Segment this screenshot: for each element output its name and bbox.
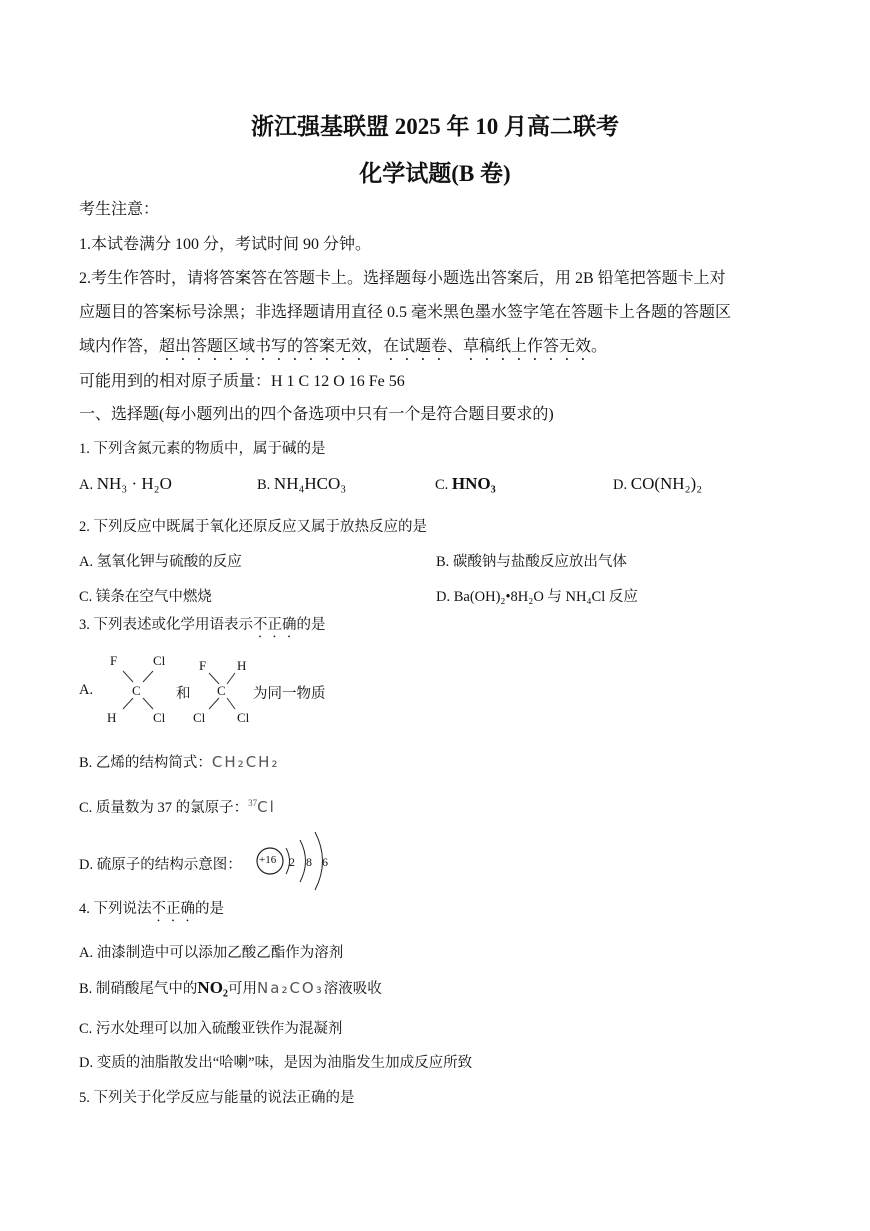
option-formula: CH₂CH₂ — [211, 753, 280, 771]
molecule-2-atom-top-left: F — [199, 658, 207, 673]
electron-shell-2 — [300, 840, 306, 882]
stem-text-end: 的是 — [195, 901, 224, 917]
mass-number: 37 — [248, 798, 258, 809]
option-text: C. 质量数为 37 的氯原子： — [79, 800, 249, 816]
question-3-option-a-label: A. — [79, 682, 94, 698]
stem-emphasis: 不正确 — [253, 617, 297, 633]
nucleus-charge: +16 — [259, 854, 277, 866]
option-label: C. — [435, 477, 449, 493]
option-text: B. 制硝酸尾气中的 — [79, 981, 198, 997]
notice-item-2-line-2: 应题目的答案标号涂黑；非选择题请用直径 0.5 毫米黑色墨水签字笔在答题卡上各题的答题区 — [79, 304, 732, 321]
option-label: B. — [257, 477, 271, 493]
question-2-option-a: A. 氢氧化钾与硫酸的反应 — [79, 554, 242, 570]
stem-text: 4. 下列说法 — [79, 901, 152, 917]
option-formula-no2: NO₂ — [197, 978, 229, 997]
question-2-option-b: B. 碳酸钠与盐酸反应放出气体 — [436, 554, 627, 570]
option-text-mid: 可用 — [228, 981, 258, 997]
molecule-1-atom-top-right: Cl — [153, 653, 166, 668]
question-1-option-c — [435, 474, 496, 494]
question-1-option-a — [79, 474, 172, 494]
option-text-end: 溶液吸收 — [323, 981, 382, 997]
question-1-option-b — [257, 474, 346, 494]
stem-text-end: 的是 — [296, 617, 326, 633]
option-formula-na2co3: Na₂CO₃ — [257, 979, 324, 997]
exam-title: 浙江强基联盟 2025 年 10 月高二联考 — [251, 114, 619, 139]
notice-item-2-line-3-start: 域内作答， — [79, 338, 160, 355]
question-4-option-c: C. 污水处理可以加入硫酸亚铁作为混凝剂 — [79, 1021, 343, 1037]
question-3-option-a-tail: 为同一物质 — [253, 686, 326, 702]
molecule-1-atom-bottom-right: Cl — [153, 710, 166, 725]
molecule-1-atom-top-left: F — [110, 653, 118, 668]
notice-item-1: 1.本试卷满分 100 分，考试时间 90 分钟。 — [79, 236, 372, 253]
exam-subtitle: 化学试题(B 卷) — [359, 161, 511, 186]
question-2-option-d: D. Ba(OH)₂•8H₂O 与 NH₄Cl 反应 — [436, 589, 638, 605]
question-4-option-b — [79, 977, 382, 998]
question-3-option-c — [79, 796, 276, 817]
section-heading: 一、选择题(每小题列出的四个备选项中只有一个是符合题目要求的) — [79, 406, 554, 423]
notice-emphasis-text: 超出答题区域书写的答案无效，在试题卷、草稿纸上作答无效 — [159, 338, 592, 355]
molecule-2-atom-top-right: H — [237, 658, 247, 673]
option-formula: NH₄HCO₃ — [273, 474, 347, 493]
molecule-2-atom-bottom-right: Cl — [237, 710, 250, 725]
option-formula: HNO₃ — [451, 474, 496, 493]
question-1-stem: 1. 下列含氮元素的物质中，属于碱的是 — [79, 441, 326, 457]
notice-heading: 考生注意： — [79, 201, 160, 218]
question-2-option-c: C. 镁条在空气中燃烧 — [79, 589, 212, 605]
question-4-option-d: D. 变质的油脂散发出“哈喇”味，是因为油脂发生加成反应所致 — [79, 1055, 473, 1071]
option-label: A. — [79, 477, 94, 493]
shell-2-electrons: 8 — [306, 855, 312, 869]
molecule-1-atom-center: C — [132, 683, 141, 698]
question-3-option-d: D. 硫原子的结构示意图： — [79, 857, 242, 873]
atomic-mass-line: 可能用到的相对原子质量：H 1 C 12 O 16 Fe 56 — [79, 373, 405, 390]
question-3-stem — [79, 613, 326, 641]
question-2-stem: 2. 下列反应中既属于氧化还原反应又属于放热反应的是 — [79, 519, 427, 535]
notice-item-2-line-1: 2.考生作答时，请将答案答在答题卡上。选择题每小题选出答案后，用 2B 铅笔把答题卡上对 — [79, 270, 726, 287]
stem-emphasis: 不正确 — [151, 901, 195, 917]
shell-1-electrons: 2 — [289, 855, 295, 869]
option-label: D. — [613, 477, 628, 493]
element-symbol: Cl — [257, 798, 276, 816]
question-1-option-d — [613, 474, 702, 494]
stem-text: 3. 下列表述或化学用语表示 — [79, 617, 253, 633]
question-3-option-b — [79, 751, 279, 772]
option-text: B. 乙烯的结构简式： — [79, 755, 212, 771]
option-formula: CO(NH₂)₂ — [630, 474, 703, 493]
molecule-2-atom-bottom-left: Cl — [193, 710, 206, 725]
shell-3-electrons: 6 — [322, 855, 328, 869]
notice-item-2-line-3 — [79, 333, 607, 364]
question-4-option-a: A. 油漆制造中可以添加乙酸乙酯作为溶剂 — [79, 945, 344, 961]
notice-item-2-line-3-end: 。 — [591, 338, 608, 355]
question-4-stem — [79, 897, 224, 925]
molecule-2-atom-center: C — [217, 683, 226, 698]
question-3-option-a-and: 和 — [176, 686, 191, 702]
question-5-stem: 5. 下列关于化学反应与能量的说法正确的是 — [79, 1090, 355, 1106]
option-formula: NH₃ · H₂O — [96, 474, 172, 493]
molecule-1-atom-bottom-left: H — [107, 710, 117, 725]
